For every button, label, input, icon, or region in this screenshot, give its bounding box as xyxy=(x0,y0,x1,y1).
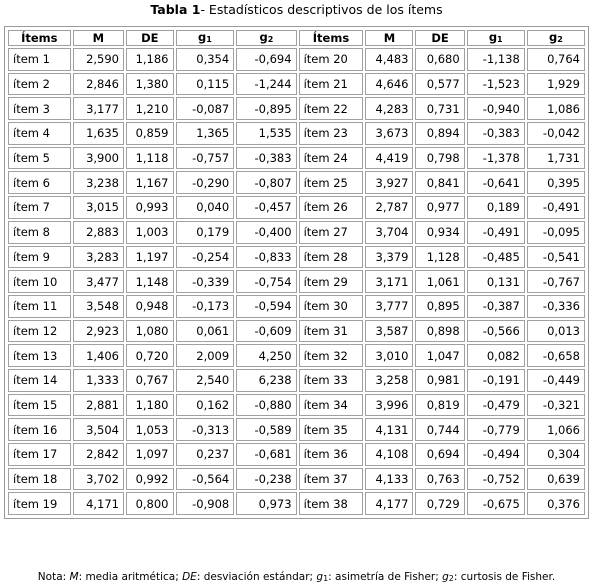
item-name-cell: ítem 32 xyxy=(299,344,364,367)
value-cell: 0,894 xyxy=(415,122,464,145)
value-cell: 0,729 xyxy=(415,492,464,515)
value-cell: 3,548 xyxy=(73,295,124,318)
value-cell: 0,131 xyxy=(467,270,525,293)
caption-text: - Estadísticos descriptivos de los ítems xyxy=(200,2,443,17)
value-cell: 4,419 xyxy=(365,147,413,170)
value-cell: 1,535 xyxy=(236,122,296,145)
value-cell: -0,675 xyxy=(467,492,525,515)
value-cell: 1,080 xyxy=(126,320,174,343)
value-cell: 2,883 xyxy=(73,221,124,244)
value-cell: 3,238 xyxy=(73,171,124,194)
value-cell: 0,934 xyxy=(415,221,464,244)
item-name-cell: ítem 29 xyxy=(299,270,364,293)
value-cell: 0,977 xyxy=(415,196,464,219)
value-cell: 6,238 xyxy=(236,369,296,392)
value-cell: 0,895 xyxy=(415,295,464,318)
value-cell: -0,254 xyxy=(176,246,235,269)
value-cell: 3,702 xyxy=(73,468,124,491)
value-cell: 4,133 xyxy=(365,468,413,491)
table-row xyxy=(8,48,585,71)
table-row xyxy=(8,492,585,515)
value-cell: -0,779 xyxy=(467,418,525,441)
item-name-cell: ítem 24 xyxy=(299,147,364,170)
item-name-cell: ítem 19 xyxy=(8,492,71,515)
value-cell: 0,800 xyxy=(126,492,174,515)
value-cell: 0,764 xyxy=(527,48,585,71)
value-cell: 1,365 xyxy=(176,122,235,145)
caption-label: Tabla 1 xyxy=(150,2,201,17)
value-cell: 1,406 xyxy=(73,344,124,367)
item-name-cell: ítem 11 xyxy=(8,295,71,318)
value-cell: 1,731 xyxy=(527,147,585,170)
header-m-right: M xyxy=(365,30,413,46)
value-cell: -0,752 xyxy=(467,468,525,491)
table-row xyxy=(8,196,585,219)
value-cell: 0,013 xyxy=(527,320,585,343)
value-cell: -0,833 xyxy=(236,246,296,269)
value-cell: 1,047 xyxy=(415,344,464,367)
value-cell: -0,290 xyxy=(176,171,235,194)
value-cell: -1,523 xyxy=(467,73,525,96)
item-name-cell: ítem 1 xyxy=(8,48,71,71)
item-name-cell: ítem 33 xyxy=(299,369,364,392)
value-cell: 1,333 xyxy=(73,369,124,392)
value-cell: -0,940 xyxy=(467,97,525,120)
value-cell: 0,744 xyxy=(415,418,464,441)
value-cell: 2,846 xyxy=(73,73,124,96)
item-name-cell: ítem 8 xyxy=(8,221,71,244)
item-name-cell: ítem 37 xyxy=(299,468,364,491)
value-cell: 0,354 xyxy=(176,48,235,71)
value-cell: 4,108 xyxy=(365,443,413,466)
table-row xyxy=(8,369,585,392)
table-row xyxy=(8,320,585,343)
item-name-cell: ítem 26 xyxy=(299,196,364,219)
value-cell: 3,587 xyxy=(365,320,413,343)
header-items-left: Ítems xyxy=(8,30,71,46)
value-cell: 2,540 xyxy=(176,369,235,392)
value-cell: 1,086 xyxy=(527,97,585,120)
value-cell: -0,191 xyxy=(467,369,525,392)
value-cell: -1,378 xyxy=(467,147,525,170)
value-cell: 0,694 xyxy=(415,443,464,466)
value-cell: -0,383 xyxy=(467,122,525,145)
item-name-cell: ítem 30 xyxy=(299,295,364,318)
value-cell: 4,483 xyxy=(365,48,413,71)
value-cell: -1,138 xyxy=(467,48,525,71)
value-cell: 0,841 xyxy=(415,171,464,194)
item-name-cell: ítem 17 xyxy=(8,443,71,466)
value-cell: 0,898 xyxy=(415,320,464,343)
value-cell: 2,590 xyxy=(73,48,124,71)
value-cell: 0,763 xyxy=(415,468,464,491)
value-cell: 3,900 xyxy=(73,147,124,170)
value-cell: 0,731 xyxy=(415,97,464,120)
value-cell: 0,179 xyxy=(176,221,235,244)
value-cell: 3,010 xyxy=(365,344,413,367)
value-cell: 1,061 xyxy=(415,270,464,293)
value-cell: 3,177 xyxy=(73,97,124,120)
value-cell: 3,477 xyxy=(73,270,124,293)
table-row xyxy=(8,246,585,269)
value-cell: -0,479 xyxy=(467,394,525,417)
value-cell: -0,087 xyxy=(176,97,235,120)
value-cell: 0,992 xyxy=(126,468,174,491)
value-cell: 1,053 xyxy=(126,418,174,441)
value-cell: -0,754 xyxy=(236,270,296,293)
value-cell: -0,491 xyxy=(467,221,525,244)
value-cell: -0,566 xyxy=(467,320,525,343)
item-name-cell: ítem 22 xyxy=(299,97,364,120)
table-row xyxy=(8,122,585,145)
value-cell: -1,244 xyxy=(236,73,296,96)
value-cell: 0,237 xyxy=(176,443,235,466)
item-name-cell: ítem 18 xyxy=(8,468,71,491)
item-name-cell: ítem 2 xyxy=(8,73,71,96)
header-g1-left: $g_1$ xyxy=(176,30,235,46)
value-cell: -0,757 xyxy=(176,147,235,170)
value-cell: 3,015 xyxy=(73,196,124,219)
value-cell: 2,923 xyxy=(73,320,124,343)
value-cell: 2,787 xyxy=(365,196,413,219)
value-cell: -0,457 xyxy=(236,196,296,219)
value-cell: -0,494 xyxy=(467,443,525,466)
value-cell: 3,171 xyxy=(365,270,413,293)
item-name-cell: ítem 12 xyxy=(8,320,71,343)
item-name-cell: ítem 23 xyxy=(299,122,364,145)
item-name-cell: ítem 27 xyxy=(299,221,364,244)
value-cell: 0,061 xyxy=(176,320,235,343)
table-note: Nota: M: media aritmética; DE: desviación estándar; $g_1$: asimetría de Fisher; $g_2$: curtosis de Fisher. xyxy=(37,571,556,583)
item-name-cell: ítem 5 xyxy=(8,147,71,170)
header-g2-right: $g_2$ xyxy=(527,30,585,46)
value-cell: 0,720 xyxy=(126,344,174,367)
value-cell: -0,807 xyxy=(236,171,296,194)
header-row xyxy=(8,30,585,46)
header-de-right: DE xyxy=(415,30,464,46)
value-cell: -0,485 xyxy=(467,246,525,269)
item-name-cell: ítem 14 xyxy=(8,369,71,392)
value-cell: -0,880 xyxy=(236,394,296,417)
item-name-cell: ítem 10 xyxy=(8,270,71,293)
item-name-cell: ítem 25 xyxy=(299,171,364,194)
value-cell: 4,283 xyxy=(365,97,413,120)
item-name-cell: ítem 31 xyxy=(299,320,364,343)
item-name-cell: ítem 28 xyxy=(299,246,364,269)
value-cell: -0,564 xyxy=(176,468,235,491)
value-cell: -0,908 xyxy=(176,492,235,515)
value-cell: 1,003 xyxy=(126,221,174,244)
value-cell: -0,694 xyxy=(236,48,296,71)
value-cell: 3,283 xyxy=(73,246,124,269)
value-cell: -0,336 xyxy=(527,295,585,318)
value-cell: -0,339 xyxy=(176,270,235,293)
item-name-cell: ítem 36 xyxy=(299,443,364,466)
value-cell: 3,673 xyxy=(365,122,413,145)
table-row xyxy=(8,73,585,96)
value-cell: 3,927 xyxy=(365,171,413,194)
header-g1-right: $g_1$ xyxy=(467,30,525,46)
value-cell: 1,380 xyxy=(126,73,174,96)
value-cell: 3,704 xyxy=(365,221,413,244)
table-row xyxy=(8,443,585,466)
item-name-cell: ítem 34 xyxy=(299,394,364,417)
value-cell: 4,171 xyxy=(73,492,124,515)
value-cell: -0,449 xyxy=(527,369,585,392)
table-caption xyxy=(0,2,593,18)
value-cell: -0,238 xyxy=(236,468,296,491)
value-cell: 0,859 xyxy=(126,122,174,145)
value-cell: 0,767 xyxy=(126,369,174,392)
value-cell: -0,681 xyxy=(236,443,296,466)
value-cell: 0,819 xyxy=(415,394,464,417)
value-cell: 0,376 xyxy=(527,492,585,515)
value-cell: 0,993 xyxy=(126,196,174,219)
value-cell: -0,321 xyxy=(527,394,585,417)
value-cell: 0,981 xyxy=(415,369,464,392)
value-cell: 3,777 xyxy=(365,295,413,318)
item-name-cell: ítem 38 xyxy=(299,492,364,515)
value-cell: 0,577 xyxy=(415,73,464,96)
value-cell: 4,131 xyxy=(365,418,413,441)
item-name-cell: ítem 15 xyxy=(8,394,71,417)
table-row xyxy=(8,418,585,441)
value-cell: 2,881 xyxy=(73,394,124,417)
value-cell: 1,128 xyxy=(415,246,464,269)
value-cell: 1,197 xyxy=(126,246,174,269)
value-cell: 0,040 xyxy=(176,196,235,219)
item-name-cell: ítem 3 xyxy=(8,97,71,120)
value-cell: 0,973 xyxy=(236,492,296,515)
value-cell: -0,313 xyxy=(176,418,235,441)
descriptive-stats-table xyxy=(6,28,587,517)
value-cell: 1,097 xyxy=(126,443,174,466)
value-cell: 0,395 xyxy=(527,171,585,194)
header-de-left: DE xyxy=(126,30,174,46)
value-cell: 1,210 xyxy=(126,97,174,120)
value-cell: -0,609 xyxy=(236,320,296,343)
value-cell: 0,680 xyxy=(415,48,464,71)
table-row xyxy=(8,171,585,194)
item-name-cell: ítem 35 xyxy=(299,418,364,441)
item-name-cell: ítem 16 xyxy=(8,418,71,441)
value-cell: 3,996 xyxy=(365,394,413,417)
value-cell: 0,162 xyxy=(176,394,235,417)
value-cell: 0,189 xyxy=(467,196,525,219)
value-cell: 2,009 xyxy=(176,344,235,367)
item-name-cell: ítem 21 xyxy=(299,73,364,96)
value-cell: 1,180 xyxy=(126,394,174,417)
table-body xyxy=(8,48,585,515)
item-name-cell: ítem 13 xyxy=(8,344,71,367)
value-cell: -0,541 xyxy=(527,246,585,269)
value-cell: -0,589 xyxy=(236,418,296,441)
value-cell: -0,400 xyxy=(236,221,296,244)
value-cell: 0,082 xyxy=(467,344,525,367)
value-cell: 1,066 xyxy=(527,418,585,441)
table-row xyxy=(8,295,585,318)
table-row xyxy=(8,221,585,244)
value-cell: 0,115 xyxy=(176,73,235,96)
value-cell: 4,177 xyxy=(365,492,413,515)
value-cell: -0,042 xyxy=(527,122,585,145)
item-name-cell: ítem 20 xyxy=(299,48,364,71)
item-name-cell: ítem 9 xyxy=(8,246,71,269)
item-name-cell: ítem 6 xyxy=(8,171,71,194)
value-cell: 1,148 xyxy=(126,270,174,293)
table-row xyxy=(8,270,585,293)
item-name-cell: ítem 7 xyxy=(8,196,71,219)
value-cell: -0,173 xyxy=(176,295,235,318)
header-g2-left: $g_2$ xyxy=(236,30,296,46)
value-cell: -0,594 xyxy=(236,295,296,318)
table-row xyxy=(8,344,585,367)
value-cell: 1,186 xyxy=(126,48,174,71)
value-cell: 1,635 xyxy=(73,122,124,145)
value-cell: 0,948 xyxy=(126,295,174,318)
value-cell: -0,895 xyxy=(236,97,296,120)
header-m-left: M xyxy=(73,30,124,46)
item-name-cell: ítem 4 xyxy=(8,122,71,145)
value-cell: -0,387 xyxy=(467,295,525,318)
table-row xyxy=(8,97,585,120)
value-cell: -0,658 xyxy=(527,344,585,367)
value-cell: -0,095 xyxy=(527,221,585,244)
value-cell: -0,383 xyxy=(236,147,296,170)
header-items-right: Ítems xyxy=(299,30,364,46)
value-cell: 3,379 xyxy=(365,246,413,269)
value-cell: 0,798 xyxy=(415,147,464,170)
value-cell: -0,491 xyxy=(527,196,585,219)
table-frame xyxy=(4,26,589,519)
value-cell: 4,250 xyxy=(236,344,296,367)
value-cell: 0,639 xyxy=(527,468,585,491)
table-row xyxy=(8,394,585,417)
value-cell: 2,842 xyxy=(73,443,124,466)
value-cell: 1,167 xyxy=(126,171,174,194)
value-cell: 1,118 xyxy=(126,147,174,170)
value-cell: -0,767 xyxy=(527,270,585,293)
value-cell: 3,504 xyxy=(73,418,124,441)
value-cell: 0,304 xyxy=(527,443,585,466)
table-row xyxy=(8,147,585,170)
table-row xyxy=(8,468,585,491)
value-cell: 3,258 xyxy=(365,369,413,392)
value-cell: -0,641 xyxy=(467,171,525,194)
value-cell: 4,646 xyxy=(365,73,413,96)
value-cell: 1,929 xyxy=(527,73,585,96)
